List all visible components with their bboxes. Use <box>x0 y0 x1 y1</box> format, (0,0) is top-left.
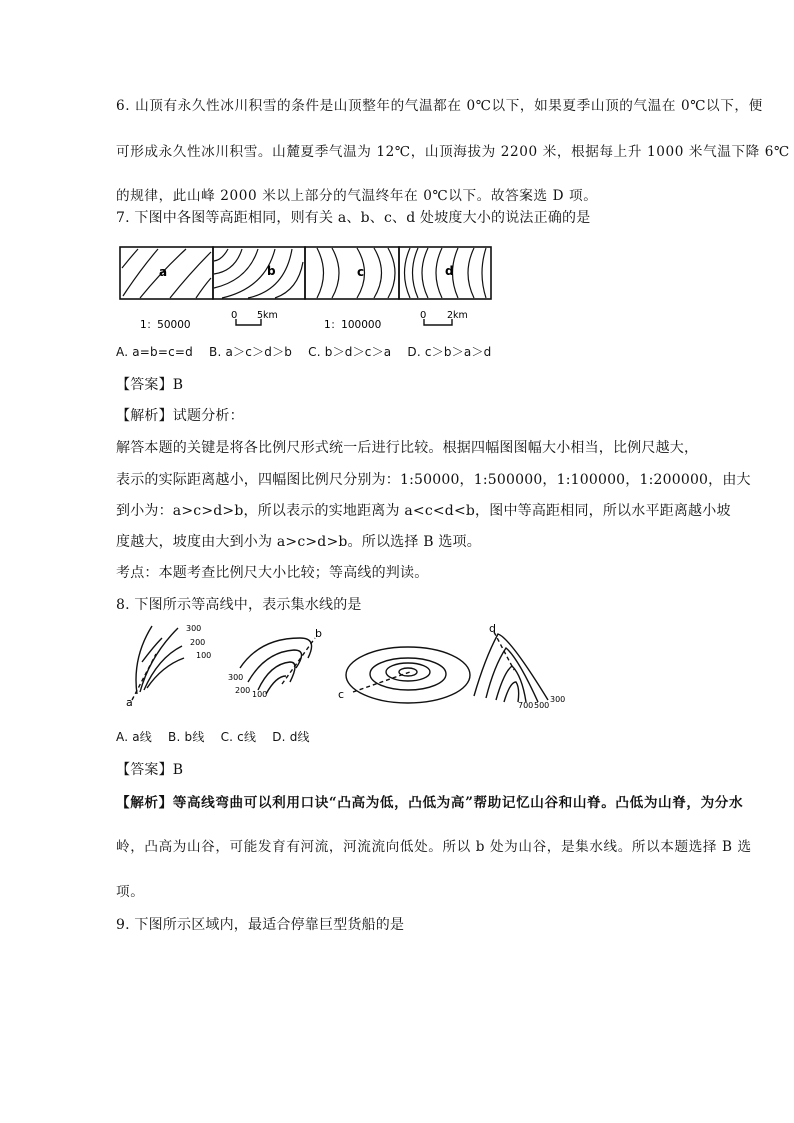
q8-analysis-1 <box>116 791 743 811</box>
q7-panel-c <box>305 247 399 299</box>
q6-line-1: 6. 山顶有永久性冰川积雪的条件是山顶整年的气温都在 0℃以下，如果夏季山顶的气温在 0℃以下，便 <box>116 98 763 114</box>
q8-figure-a <box>132 626 184 700</box>
q8-d-contour-300: 300 <box>550 695 566 704</box>
q7-kaodian: 考点：本题考查比例尺大小比较；等高线的判读。 <box>116 565 429 581</box>
q7-scale-a: 1：50000 <box>140 319 191 331</box>
q8-figure-b <box>240 638 315 694</box>
q7-analysis-3: 到小为：a>c>d>b，所以表示的实地距离为 a<c<d<b，图中等高距相同，所以水平距离越小坡 <box>116 503 731 519</box>
q8-options: A. a线 B. b线 C. c线 D. d线 <box>116 730 310 744</box>
q8-a-contour-300: 300 <box>186 624 202 633</box>
q7-label-c: c <box>357 265 365 279</box>
q7-scale-b-km: 5km <box>257 310 278 321</box>
q8-contour-figure <box>110 618 580 718</box>
q7-label-b: b <box>267 264 276 278</box>
q8-answer: 【答案】B <box>116 762 184 778</box>
q7-contour-figure <box>110 238 510 338</box>
q7-analysis-2: 表示的实际距离越小，四幅图比例尺分别为：1:50000，1:500000，1:100000，1:200000，由大 <box>116 472 751 488</box>
q7-label-a: a <box>159 265 168 279</box>
q8-analysis-1-text: 等高线弯曲可以利用口诀“凸高为低，凸低为高”帮助记忆山谷和山脊。凸低为山脊，为分水 <box>172 795 744 811</box>
q8-b-contour-100: 100 <box>252 690 268 699</box>
q7-scale-d-zero: 0 <box>420 310 427 321</box>
q8-figure-c <box>346 647 470 703</box>
q8-a-contour-100: 100 <box>196 651 212 660</box>
q8-analysis-2: 岭，凸高为山谷，可能发育有河流，河流流向低处。所以 b 处为山谷，是集水线。所以本题选择 B 选 <box>116 839 752 855</box>
q7-options: A. a=b=c=d B. a＞c＞d＞b C. b＞d＞c＞a D. c＞b＞a＞d <box>116 345 492 359</box>
q7-scale-b-zero: 0 <box>231 310 238 321</box>
q7-analysis-1: 解答本题的关键是将各比例尺形式统一后进行比较。根据四幅图图幅大小相当，比例尺越大， <box>116 440 699 456</box>
q8-b-contour-200: 200 <box>235 686 251 695</box>
q8-analysis-label: 【解析】 <box>116 795 173 811</box>
q6-line-2: 可形成永久性冰川积雪。山麓夏季气温为 12℃，山顶海拔为 2200 米，根据每上升 1000 米气温下降 6℃ <box>116 144 790 160</box>
q8-a-contour-200: 200 <box>190 638 206 647</box>
q8-label-b: b <box>315 627 322 640</box>
q8-label-d: d <box>489 622 496 635</box>
q8-figure-d <box>474 632 548 702</box>
q8-question: 8. 下图所示等高线中，表示集水线的是 <box>116 597 362 613</box>
q7-panel-c-contours <box>317 248 395 298</box>
q8-label-a: a <box>126 696 133 709</box>
q7-answer: 【答案】B <box>116 377 184 393</box>
q7-analysis-4: 度越大，坡度由大到小为 a>c>d>b。所以选择 B 选项。 <box>116 534 481 550</box>
q8-analysis-3: 项。 <box>116 884 145 900</box>
q7-scale-d-km: 2km <box>447 310 468 321</box>
q6-line-3: 的规律，此山峰 2000 米以上部分的气温终年在 0℃以下。故答案选 D 项。 <box>116 188 598 204</box>
q7-analysis-title: 【解析】试题分析： <box>116 408 244 424</box>
q9-question: 9. 下图所示区域内，最适合停靠巨型货船的是 <box>116 917 405 933</box>
q8-b-contour-300: 300 <box>228 673 244 682</box>
q7-scale-c: 1：100000 <box>324 319 382 331</box>
q8-d-contour-500: 500 <box>534 701 550 710</box>
q7-panel-b-contours <box>214 249 303 298</box>
q7-label-d: d <box>445 264 454 278</box>
q8-label-c: c <box>338 688 345 701</box>
q8-d-contour-700: 700 <box>518 701 534 710</box>
q7-question: 7. 下图中各图等高距相同，则有关 a、b、c、d 处坡度大小的说法正确的是 <box>116 210 591 226</box>
